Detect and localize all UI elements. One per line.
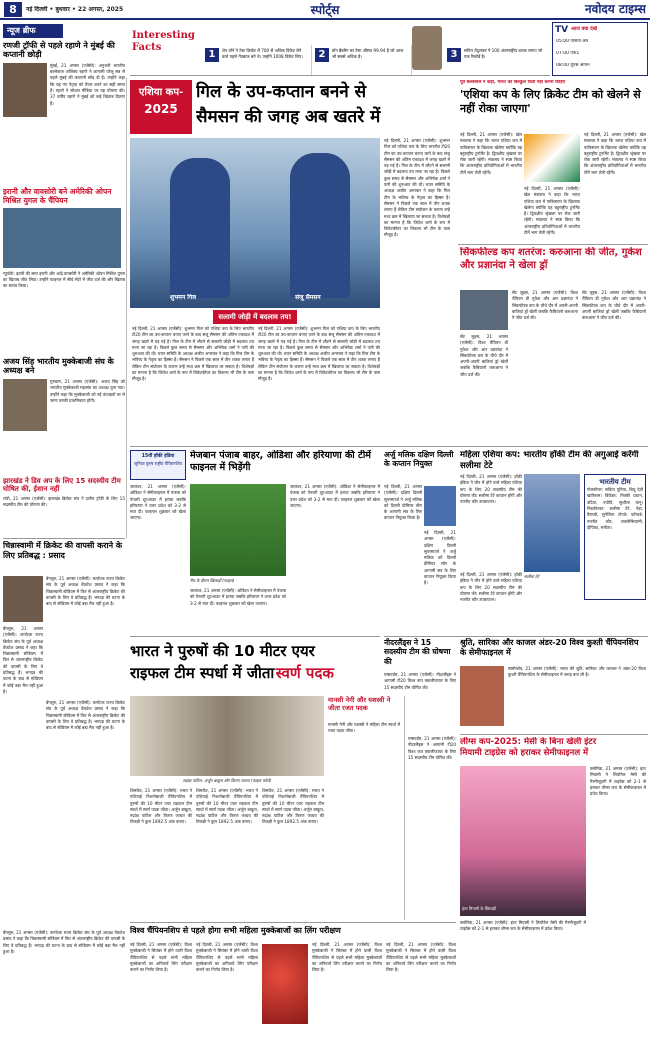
lead-body-col-3: नई दिल्ली, 21 अगस्त (एजेंसी): शुभमन गिल को एशिया कप के लिए भारतीय टी20 टीम का उप-कप्तान बनाए जाने के बाद संजू सैमसन की अंतिम एकादश में जगह खतरे में पड़ गई है। गिल के टीम में लौटने से सलामी जोड़ी में बदलाव तय माना जा रहा है। पिछले कुछ समय से सैमसन और अभिषेक शर्मा ने पारी की शुरुआत की थी। चयन समिति के अध्यक्ष अजीत अगरकर ने कहा कि गिल टीम के भविष्य के नेतृत्व का हिस्सा हैं। सैमसन ने पिछले एक साल में तीन शतक लगाए हैं लेकिन टीम संयोजन के कारण उन्हें मध्य क्रम में खिलाया जा सकता है। विशेषज्ञों का मानना है कि जितेश शर्मा के रूप में विकेटकीपर का विकल्प भी टीम के पास मौजूद है।: [384, 138, 450, 238]
netherlands-body: एम्सटर्डम, 21 अगस्त (एजेंसी): नीदरलैंड्स ने आगामी टी20 विश्व कप क्वालीफायर के लिए 15 सदस्यीय टीम घोषित की।: [384, 672, 456, 690]
netherlands-headline: नीदरलैंड्स ने 15 सदस्यीय टीम की घोषणा की: [384, 638, 451, 666]
gill-figure: [170, 158, 230, 298]
inter-miami-photo: [460, 766, 586, 916]
sinquefield-headline: सिंकफील्ड कप शतरंज: करुआना की जीत, गुकेश और प्रज्ञानंदा ने खेला ड्रॉ: [460, 247, 642, 271]
fact-3: 3 सचिन तेंदुलकर ने 100 अंतरराष्ट्रीय शतक लगाए जो एक रिकॉर्ड है।: [444, 45, 550, 76]
chess-photo: [460, 290, 508, 330]
prasad-photo: [3, 576, 43, 622]
lead-body-col-1: नई दिल्ली, 21 अगस्त (एजेंसी): शुभमन गिल को एशिया कप के लिए भारतीय टी20 टीम का उप-कप्तान बनाए जाने के बाद संजू सैमसन की अंतिम एकादश में जगह खतरे में पड़ गई है। गिल के टीम में लौटने से सलामी जोड़ी में बदलाव तय माना जा रहा है। पिछले कुछ समय से सैमसन और अभिषेक शर्मा ने पारी की शुरुआत की थी। चयन समिति के अध्यक्ष अजीत अगरकर ने कहा कि गिल टीम के भविष्य के नेतृत्व का हिस्सा हैं। सैमसन ने पिछले एक साल में तीन शतक लगाए हैं लेकिन टीम संयोजन के कारण उन्हें मध्य क्रम में खिलाया जा सकता है। विशेषज्ञों का मानना है कि जितेश शर्मा के रूप में विकेटकीपर का विकल्प भी टीम के पास मौजूद है।: [132, 326, 254, 382]
boxing-body-4: नई दिल्ली, 21 अगस्त (एजेंसी): विश्व मुक्केबाजी ने सितंबर में होने वाली विश्व चैंपियनशिप से पहले सभी महिला मुक्केबाजों का अनिवार्य लिंग परीक्षण कराने का निर्णय लिया है।: [386, 942, 456, 973]
asia-cup-body: नई दिल्ली, 21 अगस्त (एजेंसी): खेल मंत्रालय ने कहा कि भारत एशिया कप में पाकिस्तान के खिलाफ खेलेगा क्योंकि यह बहुराष्ट्रीय टूर्नामेंट है। द्विपक्षीय श्रृंखला पर रोक जारी रहेगी। मंत्रालय ने स्पष्ट किया कि अंतरराष्ट्रीय प्रतियोगिताओं में भारतीय टीमें भाग लेती रहेंगी।: [460, 132, 522, 175]
flags-photo: [524, 134, 580, 182]
arju-headline: अर्जु मलिक दक्षिण दिल्ली के कप्तान नियुक्त: [384, 450, 454, 469]
manasi-body: मानसी नेगी और यशस्वी ने महिला टीम स्पर्धा में रजत पदक जीता।: [328, 722, 400, 734]
hockey-women-body-2: नई दिल्ली, 21 अगस्त (एजेंसी): हॉकी इंडिया ने चीन में होने वाले महिला एशिया कप के लिए 20 सदस्यीय टीम की घोषणा की। सलीमा टेटे कप्तान होंगी और नवनीत कौर उपकप्तान।: [460, 572, 522, 603]
punjab-body-3: जालंधर, 21 अगस्त (एजेंसी): ओडिशा ने सेमीफाइनल में पंजाब को पेनल्टी शूटआउट में हराया जबकि हरियाणा ने उत्तर प्रदेश को 3-2 से मात दी। फाइनल शुक्रवार को खेला जाएगा।: [190, 588, 286, 606]
messi-headline: लीग्स कप-2025: मेसी के बिना खेली इंटर मियामी टाइग्रेस को हराकर सेमीफाइनल में: [460, 737, 597, 759]
lead-kicker: एशिया कप- 2025: [130, 80, 192, 134]
boxing-body-2: नई दिल्ली, 21 अगस्त (एजेंसी): विश्व मुक्केबाजी ने सितंबर में होने वाली विश्व चैंपियनशिप से पहले सभी महिला मुक्केबाजों का अनिवार्य लिंग परीक्षण कराने का निर्णय लिया है।: [196, 942, 258, 973]
punjab-body: जालंधर, 21 अगस्त (एजेंसी): ओडिशा ने सेमीफाइनल में पंजाब को पेनल्टी शूटआउट में हराया जबकि हरियाणा ने उत्तर प्रदेश को 3-2 से मात दी। फाइनल शुक्रवार को खेला जाएगा।: [130, 484, 186, 521]
brief-2-text: न्यूयॉर्क: इटली की सारा इरानी और आंद्रे वावसोरी ने अमेरिकी ओपन मिश्रित युगल का खिताब जीत लिया। उन्होंने फाइनल में सीधे सेटों में जीत दर्ज की और खिताब का बचाव किया।: [3, 270, 125, 289]
chinnaswamy-body: बेंगलुरु, 21 अगस्त (एजेंसी): कर्नाटक राज्य क्रिकेट संघ के पूर्व अध्यक्ष वेंकटेश प्रसाद ने कहा कि चिन्नास्वामी स्टेडियम में फिर से अंतरराष्ट्रीय क्रिकेट की वापसी के लिए वे प्रतिबद्ध हैं। भगदड़ की घटना के बाद से स्टेडियम में कोई बड़ा मैच नहीं हुआ है।: [46, 576, 125, 607]
messi-body-2: फ्लोरिडा, 21 अगस्त (एजेंसी): इंटर मियामी ने लियोनेल मेसी की गैरमौजूदगी में टाइग्रेस को 2-1 से हराकर लीग्स कप के सेमीफाइनल में प्रवेश किया।: [460, 920, 586, 932]
asia-cup-kicker: पूर्व बल्लेबाज ने कहा, भारत को बिल्कुल चिंता नहीं करनी चाहिए: [460, 80, 566, 85]
arju-photo: [424, 486, 456, 526]
tv-item-2: 07:00 एफ1: [556, 51, 580, 56]
team-title: भारतीय टीम: [599, 478, 631, 486]
lead-photo: [130, 138, 380, 308]
netherlands-body-2: एम्सटर्डम, 21 अगस्त (एजेंसी): नीदरलैंड्स ने आगामी टी20 विश्व कप क्वालीफायर के लिए 15 सदस्यीय टीम घोषित की।: [408, 736, 456, 760]
salima-caption: सलीमा टेटे: [524, 574, 540, 579]
brief-1-text: मुंबई, 21 अगस्त (एजेंसी): अनुभवी भारतीय बल्लेबाज अजिंक्य रहाणे ने आगामी घरेलू सत्र से पहले मुंबई की कप्तानी छोड़ दी है। उन्होंने कहा कि यह नए नेतृत्व को तैयार करने का सही समय है। रहाणे ने सोशल मीडिया पर यह घोषणा की। 37 वर्षीय रहाणे ने मुंबई को कई खिताब दिलाए हैं।: [50, 62, 125, 106]
lead-body-col-2: नई दिल्ली, 21 अगस्त (एजेंसी): शुभमन गिल को एशिया कप के लिए भारतीय टी20 टीम का उप-कप्तान बनाए जाने के बाद संजू सैमसन की अंतिम एकादश में जगह खतरे में पड़ गई है। गिल के टीम में लौटने से सलामी जोड़ी में बदलाव तय माना जा रहा है। पिछले कुछ समय से सैमसन और अभिषेक शर्मा ने पारी की शुरुआत की थी। चयन समिति के अध्यक्ष अजीत अगरकर ने कहा कि गिल टीम के भविष्य के नेतृत्व का हिस्सा हैं। सैमसन ने पिछले एक साल में तीन शतक लगाए हैं लेकिन टीम संयोजन के कारण उन्हें मध्य क्रम में खिलाया जा सकता है। विशेषज्ञों का मानना है कि जितेश शर्मा के रूप में विकेटकीपर का विकल्प भी टीम के पास मौजूद है।: [258, 326, 380, 382]
boxing-gloves-photo: [262, 944, 308, 1024]
fact-2: 2 डॉन ब्रैडमैन का टेस्ट औसत 99.94 है जो आज भी सबसे अधिक है।: [312, 45, 412, 76]
chinnaswamy-body-3: बेंगलुरु, 21 अगस्त (एजेंसी): कर्नाटक राज्य क्रिकेट संघ के पूर्व अध्यक्ष वेंकटेश प्रसाद ने कहा कि चिन्नास्वामी स्टेडियम में फिर से अंतरराष्ट्रीय क्रिकेट की वापसी के लिए वे प्रतिबद्ध हैं। भगदड़ की घटना के बाद से स्टेडियम में कोई बड़ा मैच नहीं हुआ है।: [46, 700, 125, 731]
tv-item-3: 08:00 यूएस ओपन: [556, 63, 590, 68]
shooting-headline: भारत ने पुरुषों की 10 मीटर एयर राइफल टीम स्पर्धा में जीता स्वर्ण पदक: [130, 642, 334, 683]
hockey-women-body: नई दिल्ली, 21 अगस्त (एजेंसी): हॉकी इंडिया ने चीन में होने वाले महिला एशिया कप के लिए 20 सदस्यीय टीम की घोषणा की। सलीमा टेटे कप्तान होंगी और नवनीत कौर उपकप्तान।: [460, 474, 522, 505]
tv-item-1: 05:00 एशिया कप: [556, 39, 589, 44]
news-brief-column: [3, 24, 125, 534]
lead-headline: गिल के उप-कप्तान बनने से सैमसन की जगह अब खतरे में: [196, 82, 381, 127]
news-brief-label: न्यूज ब्रीफ: [3, 24, 63, 38]
brief-3-headline: अजय सिंह भारतीय मुक्केबाजी संघ के अध्यक्ष बने: [3, 356, 114, 376]
sinquefield-body-2: सेंट लुइस, 21 अगस्त (एजेंसी): विश्व चैंपियन डी गुकेश और आर प्रज्ञानंदा ने सिंकफील्ड कप के चौथे दौर में अपनी-अपनी बाजियां ड्रॉ खेलीं जबकि फैबियानो करुआना ने जीत दर्ज की।: [582, 290, 646, 321]
arju-body: नई दिल्ली, 21 अगस्त (एजेंसी): दक्षिण दिल्ली सुपरस्टार्ज ने अर्जु मलिक को दिल्ली प्रीमियर लीग के आगामी सत्र के लिए कप्तान नियुक्त किया है।: [384, 484, 422, 521]
date-line: नई दिल्ली • बुधवार • 22 अगस्त, 2025: [26, 6, 124, 13]
sinquefield-body-3: सेंट लुइस, 21 अगस्त (एजेंसी): विश्व चैंपियन डी गुकेश और आर प्रज्ञानंदा ने सिंकफील्ड कप के चौथे दौर में अपनी-अपनी बाजियां ड्रॉ खेलीं जबकि फैबियानो करुआना ने जीत दर्ज की।: [460, 334, 508, 377]
shooting-body-2: शिमकेंट, 21 अगस्त (एजेंसी): भारत ने एशियाई निशानेबाजी चैंपियनशिप में पुरुषों की 10 मीटर एयर राइफल टीम स्पर्धा में स्वर्ण पदक जीता। अर्जुन बाबूता, रुद्रांक्ष पाटिल और किरण जाधव की तिकड़ी ने कुल 1892.5 अंक बनाए।: [196, 788, 258, 825]
wrestling-photo: [460, 666, 504, 726]
shooting-body-3: शिमकेंट, 21 अगस्त (एजेंसी): भारत ने एशियाई निशानेबाजी चैंपियनशिप में पुरुषों की 10 मीटर एयर राइफल टीम स्पर्धा में स्वर्ण पदक जीता। अर्जुन बाबूता, रुद्रांक्ष पाटिल और किरण जाधव की तिकड़ी ने कुल 1892.5 अंक बनाए।: [262, 788, 324, 825]
brief-1-headline: रणजी ट्रॉफी से पहले रहाणे ने मुंबई की कप्तानी छोड़ी: [3, 40, 115, 60]
interesting-facts-label: Interesting Facts: [132, 30, 195, 53]
shooters-caption: रुद्रांक्ष पाटिल, अर्जुन बाबूता और किरण जाधव (फाइल फोटो): [182, 778, 272, 783]
boxing-body: नई दिल्ली, 21 अगस्त (एजेंसी): विश्व मुक्केबाजी ने सितंबर में होने वाली विश्व चैंपियनशिप से पहले सभी महिला मुक्केबाजों का अनिवार्य लिंग परीक्षण कराने का निर्णय लिया है।: [130, 942, 192, 973]
wrestling-body: सामोकोव, 21 अगस्त (एजेंसी): भारत की श्रुति, सारिका और काजल ने अंडर-20 विश्व कुश्ती चैंपियनशिप के सेमीफाइनल में जगह बना ली है।: [508, 666, 646, 678]
chinnaswamy-body-2: बेंगलुरु, 21 अगस्त (एजेंसी): कर्नाटक राज्य क्रिकेट संघ के पूर्व अध्यक्ष वेंकटेश प्रसाद ने कहा कि चिन्नास्वामी स्टेडियम में फिर से अंतरराष्ट्रीय क्रिकेट की वापसी के लिए वे प्रतिबद्ध हैं। भगदड़ की घटना के बाद से स्टेडियम में कोई बड़ा मैच नहीं हुआ है।: [3, 626, 43, 694]
sinquefield-body: सेंट लुइस, 21 अगस्त (एजेंसी): विश्व चैंपियन डी गुकेश और आर प्रज्ञानंदा ने सिंकफील्ड कप के चौथे दौर में अपनी-अपनी बाजियां ड्रॉ खेलीं जबकि फैबियानो करुआना ने जीत दर्ज की।: [512, 290, 578, 321]
brief-4-headline: झारखंड ने डिव अप के लिए 15 सदस्यीय टीम घोषित की, ईशान नहीं: [3, 476, 121, 494]
interesting-facts-strip: [130, 22, 550, 76]
tv-box: [552, 22, 648, 76]
asia-cup-body-3: नई दिल्ली, 21 अगस्त (एजेंसी): खेल मंत्रालय ने कहा कि भारत एशिया कप में पाकिस्तान के खिलाफ खेलेगा क्योंकि यह बहुराष्ट्रीय टूर्नामेंट है। द्विपक्षीय श्रृंखला पर रोक जारी रहेगी। मंत्रालय ने स्पष्ट किया कि अंतरराष्ट्रीय प्रतियोगिताओं में भारतीय टीमें भाग लेती रहेंगी।: [524, 186, 580, 236]
page-number: 8: [4, 2, 22, 17]
wrestling-headline: श्रुति, सारिका और काजल अंडर-20 विश्व कुश्ती चैंपियनशिप के सेमीफाइनल में: [460, 638, 639, 657]
chinnaswamy-headline: चिन्नास्वामी में क्रिकेट की वापसी कराने के लिए प्रतिबद्ध : प्रसाद: [3, 541, 122, 560]
asia-cup-headline: 'एशिया कप के लिए क्रिकेट टीम को खेलने से नहीं रोका जाएगा': [460, 88, 641, 115]
hockey-junior-badge: 15वीं हॉकी इंडिया जूनियर पुरुष राष्ट्रीय चैंपियनशिप: [130, 450, 186, 480]
hockey-match-photo: [190, 484, 286, 576]
fact-photo: [412, 26, 442, 70]
brief-4-text: रांची, 21 अगस्त (एजेंसी): झारखंड क्रिकेट संघ ने दलीप ट्रॉफी के लिए 15 सदस्यीय टीम की घोषणा की।: [3, 495, 125, 508]
punjab-body-2: जालंधर, 21 अगस्त (एजेंसी): ओडिशा ने सेमीफाइनल में पंजाब को पेनल्टी शूटआउट में हराया जबकि हरियाणा ने उत्तर प्रदेश को 3-2 से मात दी। फाइनल शुक्रवार को खेला जाएगा।: [290, 484, 380, 508]
punjab-headline: मेजबान पंजाब बाहर, ओडिशा और हरियाणा की टीमें फाइनल में भिड़ेंगी: [190, 450, 371, 473]
boxing-body-3: नई दिल्ली, 21 अगस्त (एजेंसी): विश्व मुक्केबाजी ने सितंबर में होने वाली विश्व चैंपियनशिप से पहले सभी महिला मुक्केबाजों का अनिवार्य लिंग परीक्षण कराने का निर्णय लिया है।: [312, 942, 382, 973]
tv-title: आज क्या देखें: [571, 26, 597, 32]
chinnaswamy-body-4: बेंगलुरु, 21 अगस्त (एजेंसी): कर्नाटक राज्य क्रिकेट संघ के पूर्व अध्यक्ष वेंकटेश प्रसाद ने कहा कि चिन्नास्वामी स्टेडियम में फिर से अंतरराष्ट्रीय क्रिकेट की वापसी के लिए वे प्रतिबद्ध हैं। भगदड़ की घटना के बाद से स्टेडियम में कोई बड़ा मैच नहीं हुआ है।: [3, 930, 125, 954]
caption-samson: संजू सैमसन: [295, 294, 321, 301]
boxing-headline: विश्व चैंपियनशिप से पहले होगा सभी महिला मुक्केबाजों का लिंग परीक्षण: [130, 926, 341, 935]
asia-cup-body-2: नई दिल्ली, 21 अगस्त (एजेंसी): खेल मंत्रालय ने कहा कि भारत एशिया कप में पाकिस्तान के खिलाफ खेलेगा क्योंकि यह बहुराष्ट्रीय टूर्नामेंट है। द्विपक्षीय श्रृंखला पर रोक जारी रहेगी। मंत्रालय ने स्पष्ट किया कि अंतरराष्ट्रीय प्रतियोगिताओं में भारतीय टीमें भाग लेती रहेंगी।: [584, 132, 646, 175]
tennis-photo: [3, 208, 121, 268]
shooting-body: शिमकेंट, 21 अगस्त (एजेंसी): भारत ने एशियाई निशानेबाजी चैंपियनशिप में पुरुषों की 10 मीटर एयर राइफल टीम स्पर्धा में स्वर्ण पदक जीता। अर्जुन बाबूता, रुद्रांक्ष पाटिल और किरण जाधव की तिकड़ी ने कुल 1892.5 अंक बनाए।: [130, 788, 192, 825]
salima-photo: [524, 474, 580, 572]
shooters-photo: [130, 696, 324, 776]
fact-1-number: 1: [205, 48, 219, 62]
fact-1: 1 शेन वॉर्न ने टेस्ट क्रिकेट में 700 से अधिक विकेट लेने वाले पहले गेंदबाज बने थे। उन्होंने 1008 विकेट लिए।: [202, 45, 312, 76]
fact-2-number: 2: [315, 48, 329, 62]
fact-3-number: 3: [447, 48, 461, 62]
masthead: नवोदय टाइम्स: [584, 2, 646, 16]
inter-miami-caption: इंटर मियामी के खिलाड़ी: [462, 906, 496, 911]
team-box: [584, 474, 646, 600]
hockey-women-headline: महिला एशिया कप: भारतीय हॉकी टीम की अगुआई करेंगी सलीमा टेटे: [460, 450, 639, 471]
samson-figure: [290, 153, 350, 298]
ajay-singh-photo: [3, 379, 47, 431]
tv-label: TV: [555, 25, 569, 35]
messi-body: फ्लोरिडा, 21 अगस्त (एजेंसी): इंटर मियामी ने लियोनेल मेसी की गैरमौजूदगी में टाइग्रेस को 2-1 से हराकर लीग्स कप के सेमीफाइनल में प्रवेश किया।: [590, 766, 646, 797]
arju-body-2: नई दिल्ली, 21 अगस्त (एजेंसी): दक्षिण दिल्ली सुपरस्टार्ज ने अर्जु मलिक को दिल्ली प्रीमियर लीग के आगामी सत्र के लिए कप्तान नियुक्त किया है।: [424, 530, 456, 586]
brief-3-text: गुरुग्राम, 21 अगस्त (एजेंसी): अजय सिंह को भारतीय मुक्केबाजी महासंघ का अध्यक्ष चुना गया। उन्होंने कहा कि मुक्केबाजी को नई ऊंचाइयों पर ले जाना उनकी प्राथमिकता होगी।: [50, 378, 125, 403]
brief-2-headline: इरानी और वावसोरी बने अमेरिकी ओपन मिश्रित युगल के चैंपियन: [3, 186, 112, 205]
page-header: [0, 0, 650, 20]
section-title: स्पोर्ट्स: [310, 3, 340, 17]
hockey-match-caption: मैच के दौरान खिलाड़ी (फाइल): [190, 578, 235, 583]
rahane-photo: [3, 63, 47, 117]
lead-subhead: सलामी जोड़ी में बदलाव तय!: [130, 310, 380, 324]
manasi-headline: मानसी नेगी और यशस्वी ने जीता रजत पदक: [328, 696, 391, 713]
caption-gill: शुभमन गिल: [170, 294, 197, 301]
team-list: गोलकीपर: सविता पूनिया, बिचू देवी खारिबाम। डिफेंडर: निक्की प्रधान, उदिता, ज्योति, सुशीला चानू। मिडफील्डर: सलीमा टेटे, नेहा, वैष्णवी, सुनेलिता टोप्पो। फॉरवर्ड: नवनीत कौर, लालरेम्सियामी, दीपिका, संगीता।: [587, 487, 643, 530]
